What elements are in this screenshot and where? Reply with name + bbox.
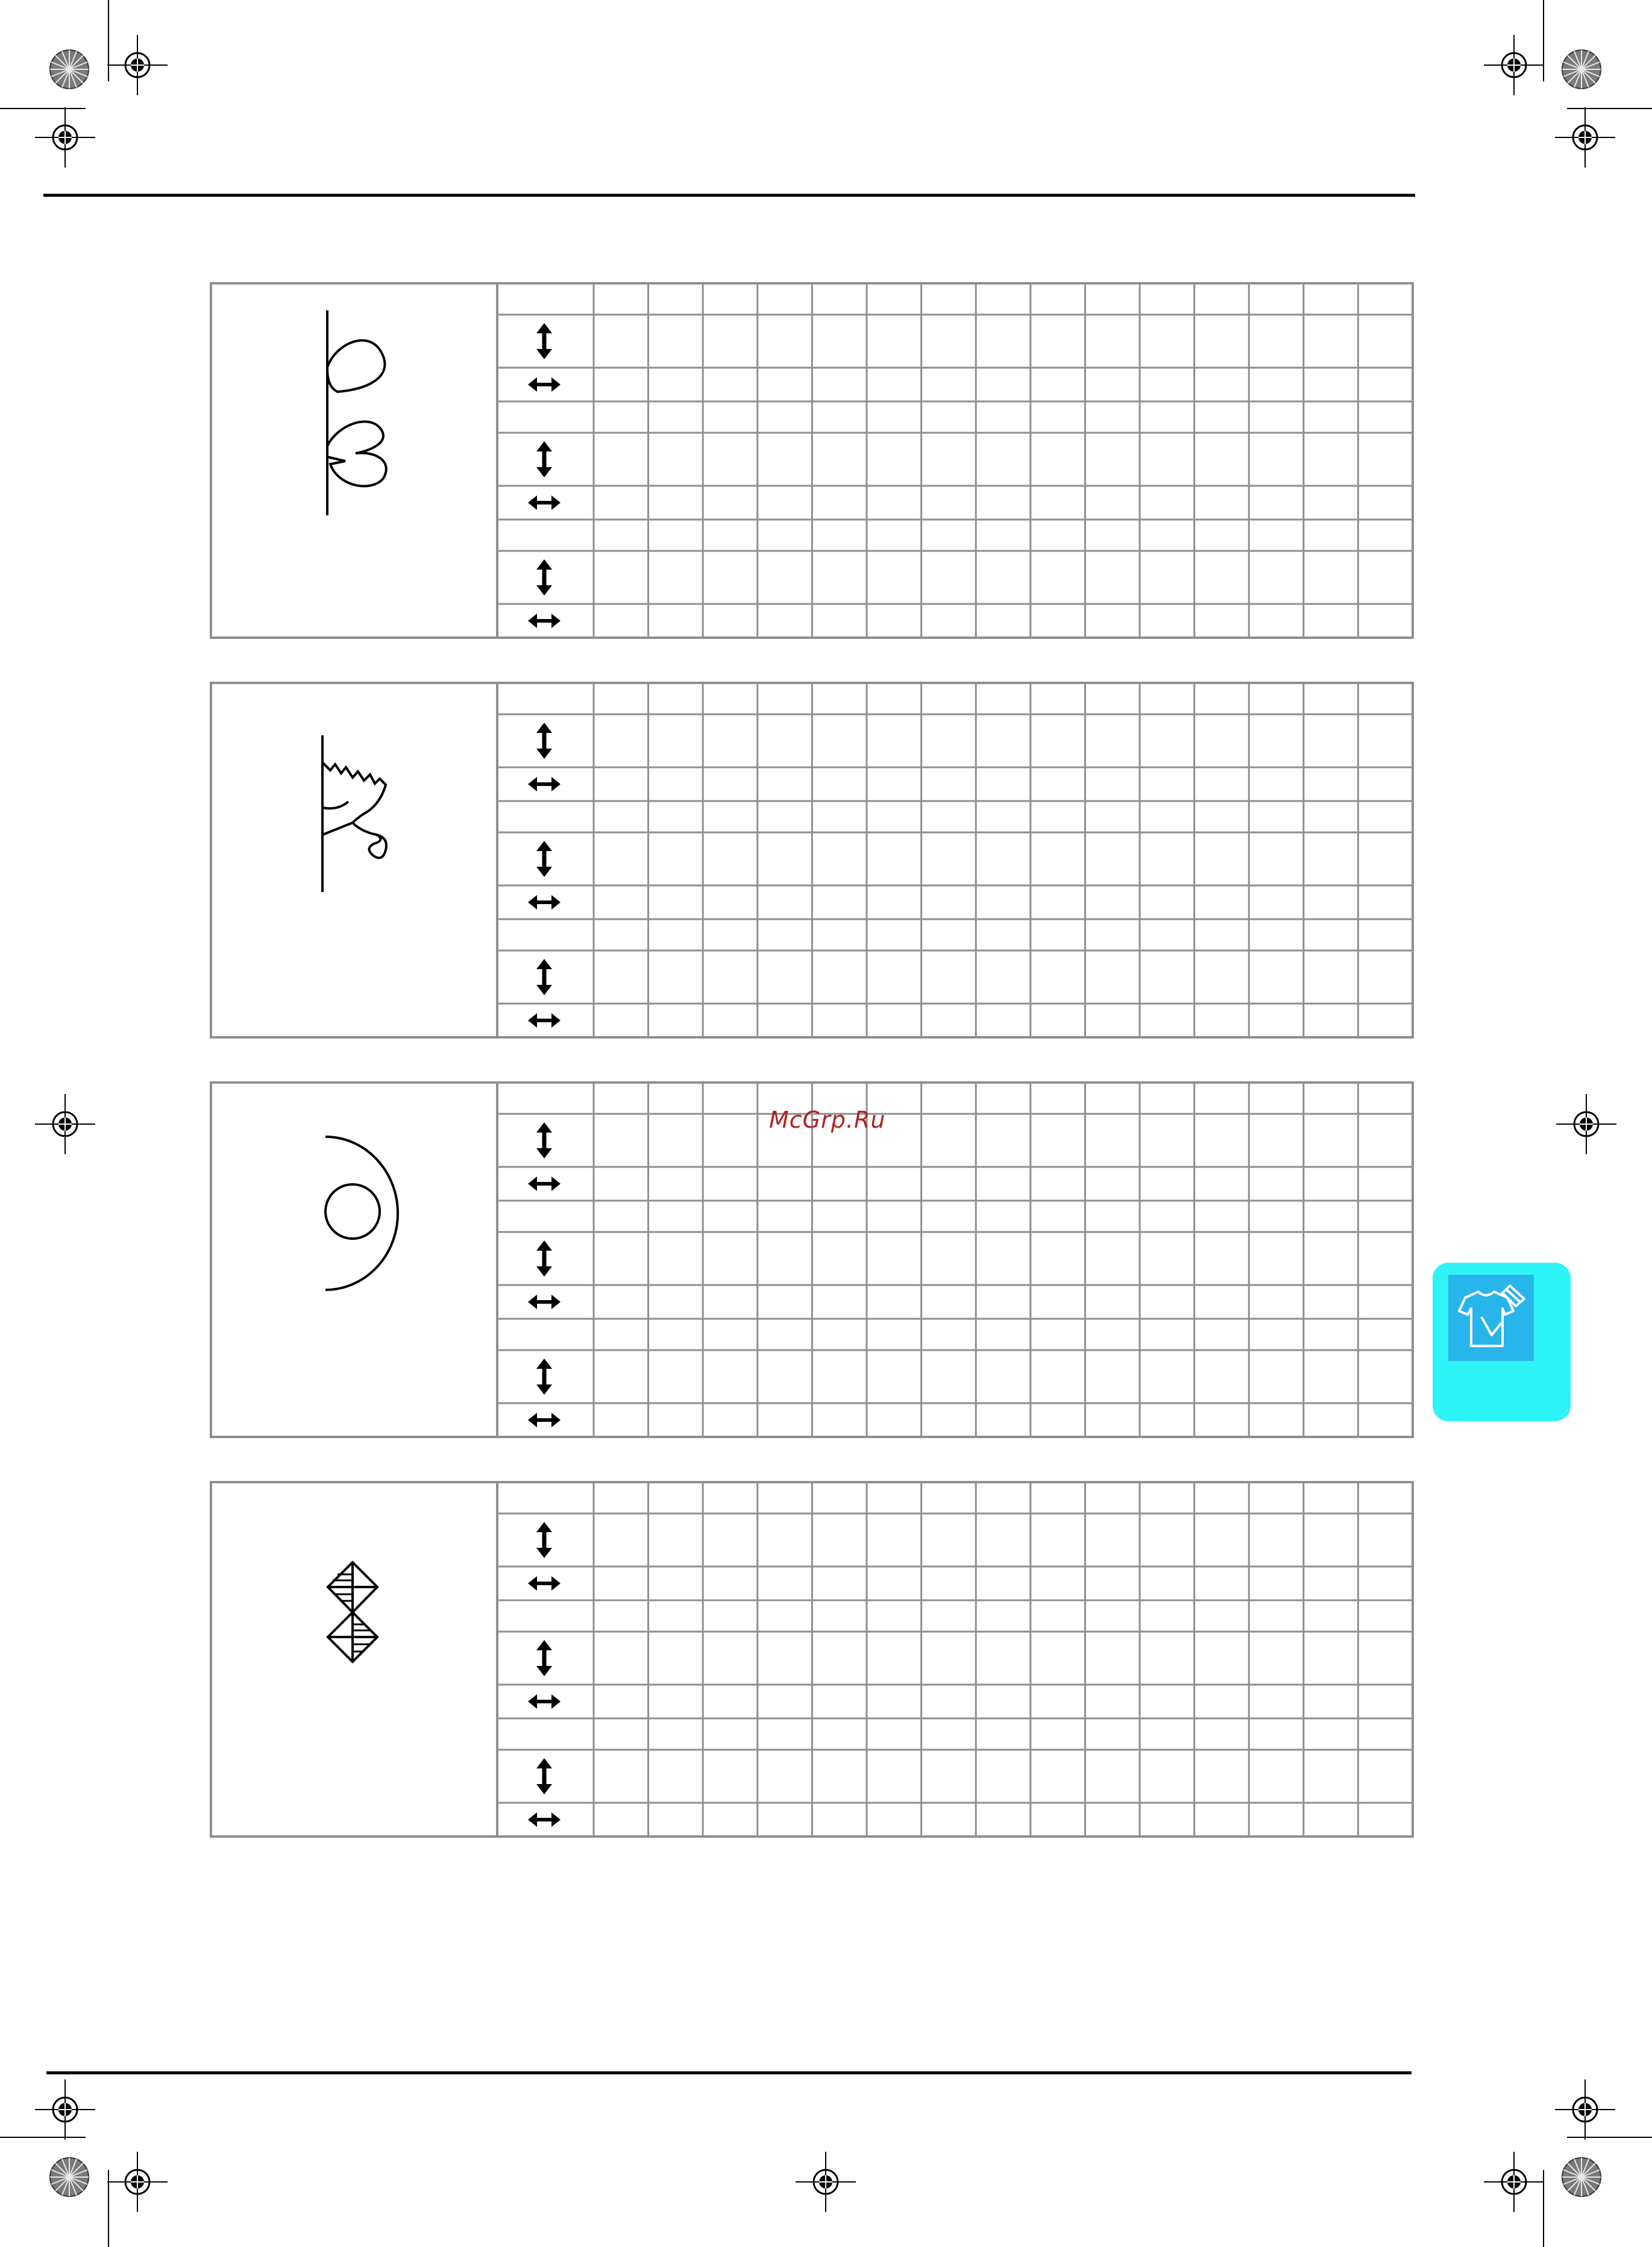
pattern-tables <box>211 283 1413 1837</box>
crosshair-icon <box>35 2079 95 2140</box>
diamond-stitch-icon <box>328 1562 377 1662</box>
crosshair-icon <box>1484 35 1544 95</box>
vertical-arrow-icon <box>536 1522 552 1558</box>
horizontal-arrow-icon <box>528 895 561 910</box>
heart-stitch-icon <box>327 310 386 515</box>
horizontal-arrow-icon <box>528 1295 561 1309</box>
starburst-icon <box>1562 2158 1601 2196</box>
crosshair-icon <box>796 2152 856 2212</box>
crosshair-icon <box>35 1094 95 1154</box>
starburst-icon <box>50 50 89 89</box>
starburst-icon <box>1562 50 1601 89</box>
horizontal-arrow-icon <box>528 1812 561 1827</box>
vertical-arrow-icon <box>536 1359 552 1395</box>
horizontal-arrow-icon <box>528 1576 561 1591</box>
crosshair-icon <box>107 35 168 95</box>
stitch-pattern-icons <box>322 310 398 1662</box>
horizontal-arrow-icon <box>528 495 561 510</box>
crosshair-icon <box>35 107 95 168</box>
garment-icon <box>1448 1275 1534 1361</box>
horizontal-arrow-icon <box>528 614 561 628</box>
vertical-arrow-icon <box>536 323 552 359</box>
crosshair-icon <box>107 2152 168 2212</box>
crosshair-icon <box>1484 2152 1544 2212</box>
vertical-arrow-icon <box>536 959 552 995</box>
vertical-arrow-icon <box>536 559 552 596</box>
horizontal-arrow-icon <box>528 1694 561 1709</box>
vertical-arrow-icon <box>536 723 552 759</box>
starburst-icon <box>50 2158 89 2196</box>
horizontal-arrow-icon <box>528 377 561 392</box>
cat-stitch-icon <box>322 735 386 892</box>
vertical-arrow-icon <box>536 841 552 877</box>
horizontal-arrow-icon <box>528 1013 561 1028</box>
vertical-arrow-icon <box>536 1122 552 1158</box>
horizontal-arrow-icon <box>528 1413 561 1427</box>
vertical-arrow-icon <box>536 1240 552 1277</box>
horizontal-arrow-icon <box>528 777 561 791</box>
watermark: McGrp.Ru <box>769 1107 886 1133</box>
vertical-arrow-icon <box>536 1758 552 1794</box>
horizontal-arrow-icon <box>528 1177 561 1191</box>
vertical-arrow-icon <box>536 1640 552 1676</box>
circle-stitch-icon <box>325 1137 398 1290</box>
vertical-arrow-icon <box>536 441 552 477</box>
crosshair-icon <box>1556 1094 1616 1154</box>
chapter-tab[interactable] <box>1433 1263 1571 1421</box>
crosshair-icon <box>1555 2079 1615 2140</box>
crosshair-icon <box>1555 107 1615 168</box>
